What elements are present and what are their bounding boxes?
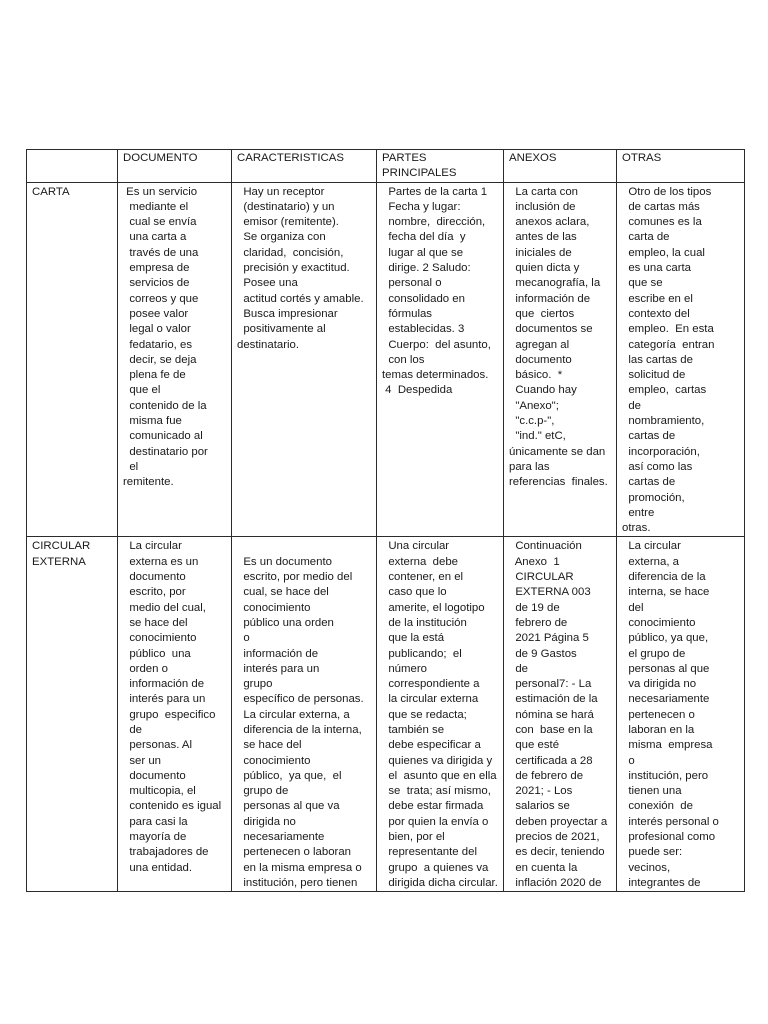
cell-line: con base en la <box>509 723 593 736</box>
cell-line: plena fe de <box>123 369 186 382</box>
cell-line: en la misma empresa o <box>237 861 362 874</box>
cell-line: laboran en la <box>622 723 695 736</box>
header-label: CARACTERISTICAS <box>237 152 344 164</box>
cell-line: Busca impresionar <box>237 307 338 320</box>
header-label: DOCUMENTO <box>123 152 198 164</box>
cell-line: que se <box>622 277 663 290</box>
cell-line: público, ya que, <box>622 632 709 645</box>
header-cell <box>617 150 745 183</box>
cell-line: carta de <box>622 231 670 244</box>
cell-line: Cuerpo: del asunto, <box>382 338 491 351</box>
cell-line: Anexo 1 <box>509 555 560 568</box>
cell-line: se trata; así mismo, <box>382 785 491 798</box>
cell-line: para casi la <box>123 815 188 828</box>
cell-line: necesariamente <box>622 693 710 706</box>
cell-line: consolidado en <box>382 292 465 305</box>
cell-line: personal7: - La <box>509 678 592 691</box>
header-label: PARTES <box>382 152 427 164</box>
cell-line: el <box>123 460 139 473</box>
cell-line: externa es un <box>123 555 199 568</box>
table-cell <box>377 537 504 892</box>
cell-line: cartas de <box>622 430 676 443</box>
cell-line: interna, se hace <box>622 586 710 599</box>
row-label-line: EXTERNA <box>32 555 86 568</box>
cell-line: inclusión de <box>509 200 576 213</box>
cell-line: pertenecen o <box>622 708 695 721</box>
cell-line: contenido es igual <box>123 800 222 813</box>
document-table <box>26 149 745 892</box>
row-label-line: CARTA <box>32 185 70 198</box>
cell-line: multicopia, el <box>123 785 196 798</box>
cell-line: documentos se <box>509 323 593 336</box>
cell-line: nómina se hará <box>509 708 594 721</box>
cell-line: una entidad. <box>123 861 193 874</box>
cell-line: La carta con <box>509 185 579 198</box>
cell-line: fórmulas <box>382 307 433 320</box>
cell-line: público, ya que, el <box>237 769 342 782</box>
cell-line: conocimiento <box>123 632 197 645</box>
cell-line: también se <box>382 723 445 736</box>
cell-line: interés para un <box>123 693 206 706</box>
header-cell <box>27 150 118 183</box>
cell-line: así como las <box>622 460 693 473</box>
cell-line: que la está <box>382 632 445 645</box>
cell-line: es decir, teniendo <box>509 846 605 859</box>
header-label: PRINCIPALES <box>382 167 457 180</box>
cell-line: trabajadores de <box>123 846 209 859</box>
cell-line: empleo, la cual <box>622 246 705 259</box>
cell-line: interés para un <box>237 662 320 675</box>
cell-line: información de <box>237 647 319 660</box>
cell-line: misma fue <box>123 415 182 428</box>
cell-line: nombramiento, <box>622 415 705 428</box>
cell-line: nombre, dirección, <box>382 216 486 229</box>
cell-line: quienes va dirigida y <box>382 754 493 767</box>
cell-line: que esté <box>509 739 560 752</box>
cell-line: promoción, <box>622 491 685 504</box>
cell-line: la circular externa <box>382 693 479 706</box>
cell-line: estimación de la <box>509 693 598 706</box>
cell-line: se hace del <box>123 616 188 629</box>
cell-line: fedatario, es <box>123 338 193 351</box>
cell-line: Partes de la carta 1 <box>382 185 488 198</box>
cell-line: legal o valor <box>123 323 191 336</box>
cell-line: conocimiento <box>237 601 311 614</box>
cell-line: es una carta <box>622 262 692 275</box>
cell-line: empresa de <box>123 262 190 275</box>
table-cell <box>377 182 504 537</box>
cell-line: Es un servicio <box>123 185 198 198</box>
cell-line: únicamente se dan <box>509 445 606 458</box>
header-label <box>32 151 113 166</box>
cell-line: otras. <box>622 522 651 535</box>
cell-line: (destinatario) y un <box>237 200 335 213</box>
cell-line: caso que lo <box>382 586 447 599</box>
cell-line: el asunto que en ella <box>382 769 497 782</box>
cell-line: de 19 de <box>509 601 560 614</box>
cell-line: escribe en el <box>622 292 693 305</box>
cell-line: personas. Al <box>123 739 193 752</box>
cell-line: anexos aclara, <box>509 216 590 229</box>
cell-line: destinatario por <box>123 445 208 458</box>
cell-line: documento <box>123 769 186 782</box>
cell-line: diferencia de la <box>622 571 706 584</box>
cell-line: claridad, concisión, <box>237 246 344 259</box>
cell-line: interés personal o <box>622 815 719 828</box>
cell-line: cual, se hace del <box>237 586 329 599</box>
table-cell <box>504 537 617 892</box>
cell-line: conexión de <box>622 800 693 813</box>
cell-line: grupo <box>237 678 273 691</box>
cell-line: de <box>622 399 641 412</box>
cell-line: pertenecen o laboran <box>237 846 351 859</box>
cell-line: precios de 2021, <box>509 831 600 844</box>
cell-line: debe estar firmada <box>382 800 484 813</box>
cell-line: antes de las <box>509 231 577 244</box>
cell-line: medio del cual, <box>123 601 206 614</box>
table-cell <box>118 537 232 892</box>
cell-line: del <box>622 601 644 614</box>
cell-line: establecidas. 3 <box>382 323 465 336</box>
cell-line: mayoría de <box>123 831 187 844</box>
table-cell <box>617 182 745 537</box>
cell-line: contenido de la <box>123 399 207 412</box>
cell-line: o <box>237 632 250 645</box>
cell-line: través de una <box>123 246 199 259</box>
table-cell <box>617 537 745 892</box>
cell-line: información de <box>509 292 591 305</box>
table-cell <box>504 182 617 537</box>
cell-line: cual se envía <box>123 216 197 229</box>
cell-line: comunicado al <box>123 430 203 443</box>
cell-line: decir, se deja <box>123 353 197 366</box>
cell-line: EXTERNA 003 <box>509 586 591 599</box>
cell-line: quien dicta y <box>509 262 580 275</box>
cell-line: dirigida dicha circular. <box>382 876 498 889</box>
cell-line: Se organiza con <box>237 231 326 244</box>
cell-line: mediante el <box>123 200 189 213</box>
cell-line: con los <box>382 353 425 366</box>
cell-line: 2021 Página 5 <box>509 632 589 645</box>
cell-line: las cartas de <box>622 353 693 366</box>
table-cell <box>232 537 377 892</box>
cell-line: representante del <box>382 846 477 859</box>
cell-line: Es un documento <box>237 555 332 568</box>
header-label: ANEXOS <box>509 152 557 164</box>
cell-line: empleo. En esta <box>622 323 714 336</box>
header-cell <box>377 150 504 183</box>
header-label: OTRAS <box>622 152 662 164</box>
cell-line: documento <box>123 571 186 584</box>
cell-line: personas al que va <box>237 800 340 813</box>
cell-line: necesariamente <box>237 831 325 844</box>
cell-line: "ind." etC, <box>509 430 566 443</box>
cell-line: una carta a <box>123 231 187 244</box>
cell-line: servicios de <box>123 277 190 290</box>
cell-line: conocimiento <box>237 754 311 767</box>
cell-line: solicitud de <box>622 369 686 382</box>
cell-line: institución, pero <box>622 769 709 782</box>
cell-line: cartas de <box>622 476 676 489</box>
cell-line: categoría entran <box>622 338 715 351</box>
cell-line: puede ser: <box>622 846 683 859</box>
cell-line: "c.c.p-", <box>509 415 555 428</box>
cell-line: diferencia de la interna, <box>237 723 362 736</box>
cell-line: de febrero de <box>509 769 584 782</box>
cell-line: específico de personas. <box>237 693 364 706</box>
header-cell <box>118 150 232 183</box>
cell-line: entre <box>622 506 655 519</box>
cell-line: profesional como <box>622 831 716 844</box>
cell-line: salarios se <box>509 800 570 813</box>
cell-line: grupo a quienes va <box>382 861 489 874</box>
cell-line: mecanografía, la <box>509 277 601 290</box>
cell-line: "Anexo"; <box>509 399 559 412</box>
cell-line: de cartas más <box>622 200 700 213</box>
cell-line: grupo de <box>237 785 289 798</box>
cell-line: se hace del <box>237 739 302 752</box>
cell-line: bien, por el <box>382 831 445 844</box>
row-label-cell <box>27 182 118 537</box>
cell-line: remitente. <box>123 476 174 489</box>
cell-line: La circular <box>622 540 681 553</box>
cell-line: por quien la envía o <box>382 815 489 828</box>
cell-line: Cuando hay <box>509 384 577 397</box>
cell-line: escrito, por <box>123 586 186 599</box>
cell-line: destinatario. <box>237 338 300 351</box>
cell-line: empleo, cartas <box>622 384 707 397</box>
cell-line: institución, pero tienen <box>237 876 358 889</box>
cell-line <box>237 539 372 554</box>
cell-line: de <box>123 723 142 736</box>
cell-line: básico. * <box>509 369 563 382</box>
cell-line: dirigida no <box>237 815 296 828</box>
cell-line: para las <box>509 460 550 473</box>
row-label-line: CIRCULAR <box>32 540 91 553</box>
cell-line: 2021; - Los <box>509 785 573 798</box>
cell-line: Fecha y lugar: <box>382 200 461 213</box>
cell-line: La circular externa, a <box>237 708 350 721</box>
header-row <box>27 150 745 183</box>
cell-line: correspondiente a <box>382 678 480 691</box>
cell-line: actitud cortés y amable. <box>237 292 364 305</box>
cell-line: incorporación, <box>622 445 700 458</box>
header-cell <box>232 150 377 183</box>
cell-line: deben proyectar a <box>509 815 608 828</box>
cell-line: Una circular <box>382 540 450 553</box>
header-cell <box>504 150 617 183</box>
cell-line: emisor (remitente). <box>237 216 339 229</box>
table-cell <box>118 182 232 537</box>
cell-line: que se redacta; <box>382 708 467 721</box>
cell-line: ser un <box>123 754 161 767</box>
cell-line: referencias finales. <box>509 476 608 489</box>
cell-line: de <box>509 662 528 675</box>
cell-line: en cuenta la <box>509 861 578 874</box>
cell-line: inflación 2020 de <box>509 876 602 889</box>
cell-line: externa, a <box>622 555 679 568</box>
table-row <box>27 537 745 892</box>
cell-line: posee valor <box>123 307 189 320</box>
cell-line: va dirigida no <box>622 678 697 691</box>
cell-line: lugar al que se <box>382 246 464 259</box>
cell-line: personal o <box>382 277 442 290</box>
cell-line: amerite, el logotipo <box>382 601 485 614</box>
cell-line: tienen una <box>622 785 682 798</box>
cell-line: febrero de <box>509 616 568 629</box>
cell-line: CIRCULAR <box>509 571 574 584</box>
cell-line: comunes es la <box>622 216 702 229</box>
cell-line: o <box>622 754 635 767</box>
cell-line: público una <box>123 647 191 660</box>
cell-line: vecinos, <box>622 861 671 874</box>
cell-line: externa debe <box>382 555 458 568</box>
cell-line: público una orden <box>237 616 334 629</box>
cell-line: de la institución <box>382 616 467 629</box>
cell-line: contexto del <box>622 307 690 320</box>
table-row <box>27 182 745 537</box>
cell-line: información de <box>123 678 205 691</box>
cell-line: 4 Despedida <box>382 384 453 397</box>
cell-line: La circular <box>123 540 182 553</box>
cell-line: grupo especifico <box>123 708 216 721</box>
cell-line: Hay un receptor <box>237 185 325 198</box>
cell-line: correos y que <box>123 292 199 305</box>
cell-line: temas determinados. <box>382 369 489 382</box>
cell-line: publicando; el <box>382 647 462 660</box>
cell-line: Posee una <box>237 277 298 290</box>
cell-line: número <box>382 662 427 675</box>
cell-line: positivamente al <box>237 323 326 336</box>
cell-line: contener, en el <box>382 571 464 584</box>
cell-line: que el <box>123 384 161 397</box>
cell-line: Continuación <box>509 540 582 553</box>
cell-line: agregan al <box>509 338 570 351</box>
row-label-cell <box>27 537 118 892</box>
cell-line: personas al que <box>622 662 710 675</box>
cell-line: conocimiento <box>622 616 696 629</box>
cell-line: de 9 Gastos <box>509 647 577 660</box>
cell-line: que ciertos <box>509 307 575 320</box>
cell-line: dirige. 2 Saludo: <box>382 262 471 275</box>
cell-line: el grupo de <box>622 647 686 660</box>
cell-line: certificada a 28 <box>509 754 593 767</box>
cell-line: documento <box>509 353 572 366</box>
cell-line: misma empresa <box>622 739 713 752</box>
cell-line: iniciales de <box>509 246 572 259</box>
cell-line: debe especificar a <box>382 739 481 752</box>
cell-line: fecha del día y <box>382 231 466 244</box>
cell-line: integrantes de <box>622 876 701 889</box>
cell-line: precisión y exactitud. <box>237 262 350 275</box>
cell-line: Otro de los tipos <box>622 185 712 198</box>
cell-line: escrito, por medio del <box>237 571 353 584</box>
table-cell <box>232 182 377 537</box>
cell-line: orden o <box>123 662 168 675</box>
